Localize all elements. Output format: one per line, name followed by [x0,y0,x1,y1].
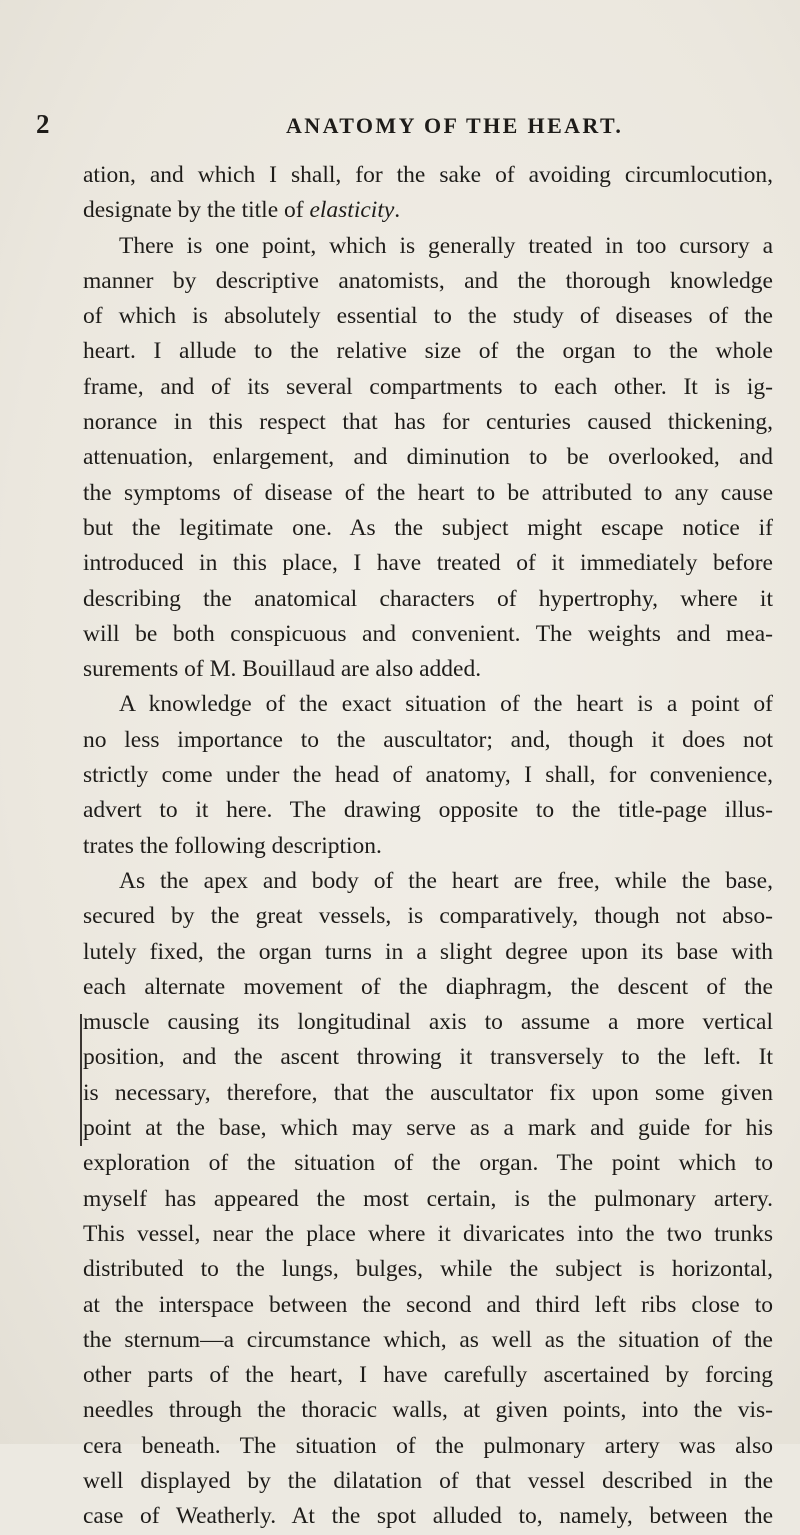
page-number: 2 [36,109,50,139]
text-line: lutely fixed, the organ turns in a slight degree upon its base with [83,938,773,965]
text-line: needles through the thoracic walls, at given points, into the vis- [83,1397,773,1424]
text-line: attenuation, enlargement, and diminution to be overlooked, and [83,444,773,471]
running-title: ANATOMY OF THE HEART. [286,113,624,138]
text-line: is necessary, therefore, that the auscultator fix upon some given [83,1079,773,1106]
italic-term: elasticity [309,197,395,224]
text-line: no less importance to the auscultator; and, though it does not [83,726,773,753]
running-head [36,109,764,141]
paragraph-end-line: trates the following description. [83,832,382,859]
text-line: cera beneath. The situation of the pulmonary artery was also [83,1432,773,1459]
text-line: the symptoms of disease of the heart to be attributed to any cause [83,479,773,506]
paragraph-end-line: surements of M. Bouillaud are also added. [83,656,482,683]
text-line: distributed to the lungs, bulges, while the subject is horizontal, [83,1256,773,1283]
text-line: advert to it here. The drawing opposite to the title-page illus- [83,797,773,824]
paragraph-start-line: As the apex and body of the heart are free, while the base, [119,867,773,894]
text-line: describing the anatomical characters of hypertrophy, where it [83,585,773,612]
text-line: muscle causing its longitudinal axis to assume a more vertical [83,1009,773,1036]
paragraph-start-line: A knowledge of the exact situation of the heart is a point of [119,691,773,718]
text-line: myself has appeared the most certain, is the pulmonary artery. [83,1185,773,1212]
text-line: case of Weatherly. At the spot alluded to, namely, between the [83,1503,773,1530]
text-line: point at the base, which may serve as a mark and guide for his [83,1115,773,1142]
text-line: at the interspace between the second and third left ribs close to [83,1291,773,1318]
text-line: position, and the ascent throwing it transversely to the left. It [83,1044,773,1071]
text-line: but the legitimate one. As the subject might escape notice if [83,514,773,541]
text-line: norance in this respect that has for centuries caused thickening, [83,409,773,436]
text-line: ation, and which I shall, for the sake of avoiding circumlocution, [83,162,773,188]
margin-rule-mark [80,1014,82,1146]
text-line: strictly come under the head of anatomy, I shall, for convenience, [83,762,773,789]
text-line: introduced in this place, I have treated of it immediately before [83,550,773,577]
text-line: will be both conspicuous and convenient. The weights and mea- [83,620,773,647]
text-line: heart. I allude to the relative size of the organ to the whole [83,338,773,365]
text-line: of which is absolutely essential to the study of diseases of the [83,303,773,330]
paragraph-start-line: There is one point, which is generally treated in too cursory a [119,232,773,259]
text-line: each alternate movement of the diaphragm, the descent of the [83,973,773,1000]
text-line: the sternum—a circumstance which, as well as the situation of the [83,1326,773,1353]
text-line: other parts of the heart, I have carefully ascertained by forcing [83,1362,773,1389]
body-text [83,158,773,1535]
text-line: well displayed by the dilatation of that vessel described in the [83,1467,773,1494]
text-line: exploration of the situation of the organ. The point which to [83,1150,773,1177]
text-line: frame, and of its several compartments to each other. It is ig- [83,373,773,400]
text-line: designate by the title of elasticity. [83,197,401,224]
text-line: secured by the great vessels, is comparatively, though not abso- [83,903,773,930]
text-line: This vessel, near the place where it divaricates into the two trunks [83,1220,773,1247]
text-line: manner by descriptive anatomists, and the thorough knowledge [83,267,773,294]
